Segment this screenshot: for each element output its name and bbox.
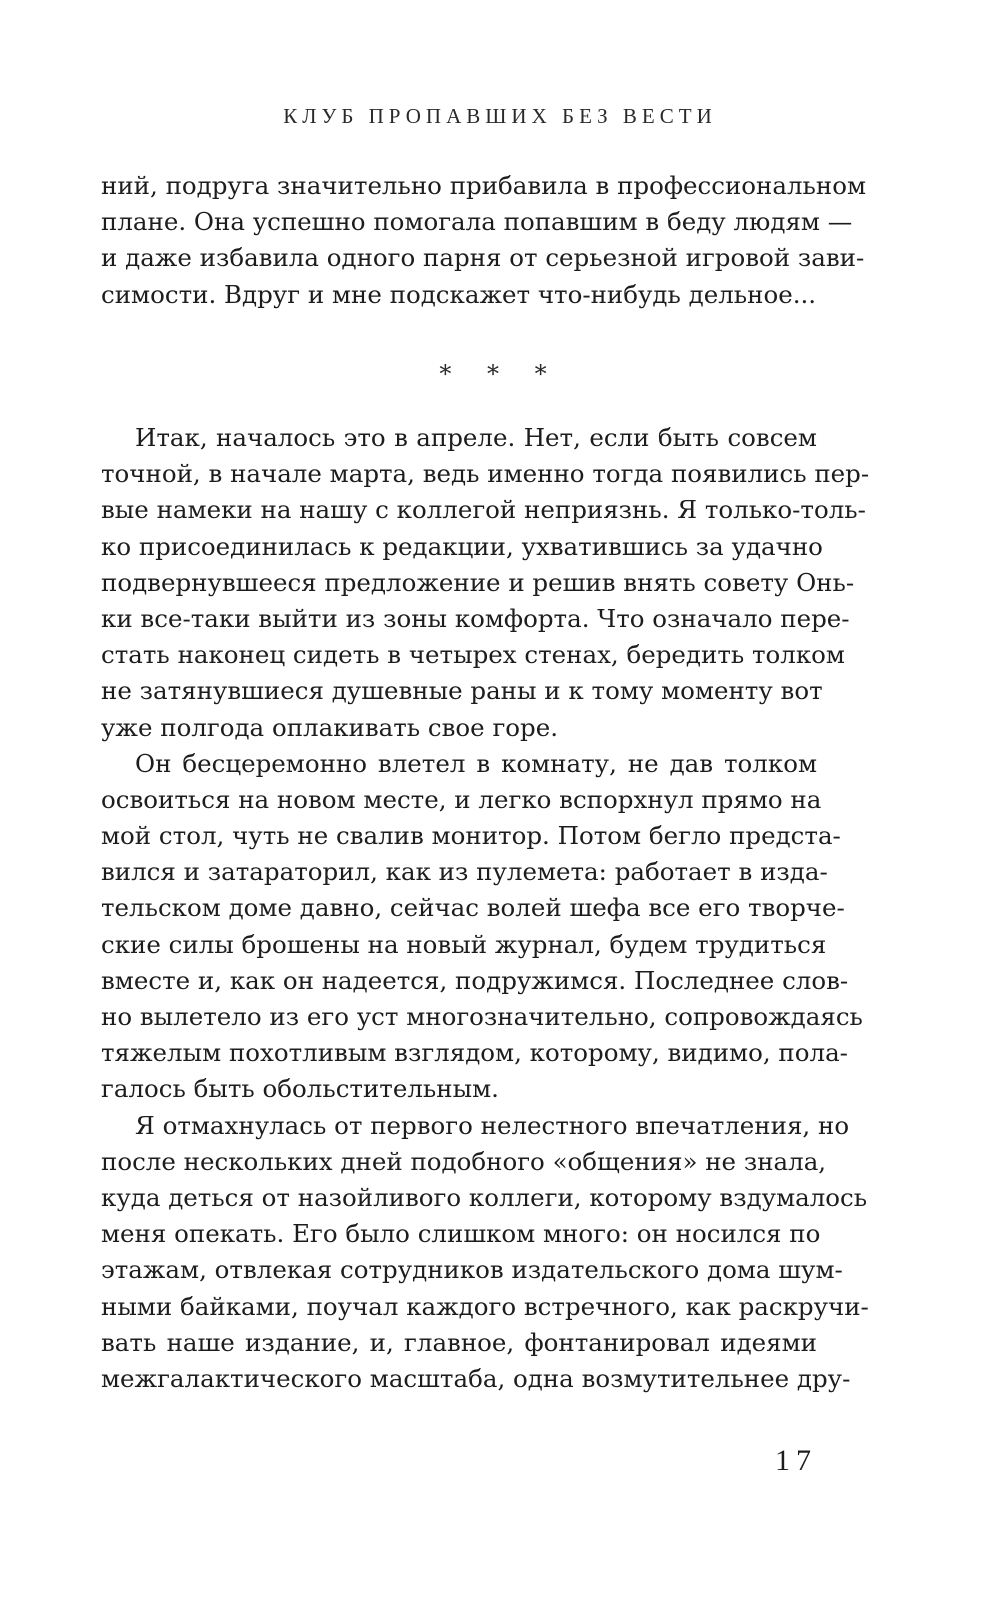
text-line: уже полгода оплакивать свое горе. (101, 712, 559, 742)
text-line: но вылетело из его уст многозначительно, сопровождаясь (101, 1002, 863, 1031)
text-line: межгалактического масштаба, одна возмутительнее дру- (101, 1363, 851, 1393)
text-line: вился и затараторил, как из пулемета: работает в изда- (101, 857, 828, 887)
text-line: вать наше издание, и, главное, фонтанировал идеями (101, 1327, 817, 1357)
text-line: Он бесцеремонно влетел в комнату, не дав толком (135, 748, 817, 778)
text-line: галось быть обольстительным. (101, 1074, 499, 1104)
section-separator: * * * (439, 360, 561, 388)
text-line: и даже избавила одного парня от серьезной игровой зави- (101, 243, 865, 273)
text-block-continuation (101, 168, 867, 313)
text-line: не затянувшиеся душевные раны и к тому моменту вот (101, 676, 823, 706)
text-line: тельском доме давно, сейчас волей шефа все его творче- (101, 893, 845, 923)
text-line: Я отмахнулась от первого нелестного впечатления, но (135, 1110, 850, 1140)
text-line: ными байками, поучал каждого встречного, как раскручи- (101, 1291, 869, 1321)
paragraph (101, 746, 863, 1108)
paragraph (101, 1108, 869, 1398)
page-number: 17 (775, 1444, 817, 1477)
text-line: симости. Вдруг и мне подскажет что-нибудь дельное... (101, 279, 817, 309)
text-line: тяжелым похотливым взглядом, которому, видимо, пола- (101, 1038, 848, 1068)
text-line: ко присоединилась к редакции, ухватившись за удачно (101, 531, 823, 561)
text-line: мой стол, чуть не свалив монитор. Потом бегло предста- (101, 821, 841, 851)
text-block-main (101, 420, 870, 1397)
paragraph (101, 420, 870, 746)
text-line: этажам, отвлекая сотрудников издательского дома шум- (101, 1255, 843, 1285)
text-line: плане. Она успешно помогала попавшим в беду людям — (101, 207, 853, 237)
text-line: вместе и, как он надеется, подружимся. Последнее слов- (101, 965, 849, 995)
text-line: ний, подруга значительно прибавила в профессиональном (101, 171, 867, 200)
text-line: стать наконец сидеть в четырех стенах, бередить толком (101, 640, 845, 670)
text-line: куда деться от назойливого коллеги, которому вздумалось (101, 1182, 868, 1212)
text-line: точной, в начале марта, ведь именно тогда появились пер- (101, 459, 870, 489)
text-line: ки все-таки выйти из зоны комфорта. Что означало пере- (101, 603, 850, 633)
text-line: вые намеки на нашу с коллегой неприязнь. Я только-толь- (101, 495, 866, 525)
text-line: освоиться на новом месте, и легко вспорхнул прямо на (101, 784, 822, 814)
text-line: ские силы брошены на новый журнал, будем трудиться (101, 929, 827, 959)
text-line: Итак, началось это в апреле. Нет, если быть совсем (135, 423, 817, 452)
running-head-title: КЛУБ ПРОПАВШИХ БЕЗ ВЕСТИ (283, 104, 717, 128)
text-line: после нескольких дней подобного «общения» не знала, (101, 1146, 827, 1176)
text-line: подвернувшееся предложение и решив внять совету Онь- (101, 567, 855, 597)
text-line: меня опекать. Его было слишком много: он носился по (101, 1219, 821, 1249)
